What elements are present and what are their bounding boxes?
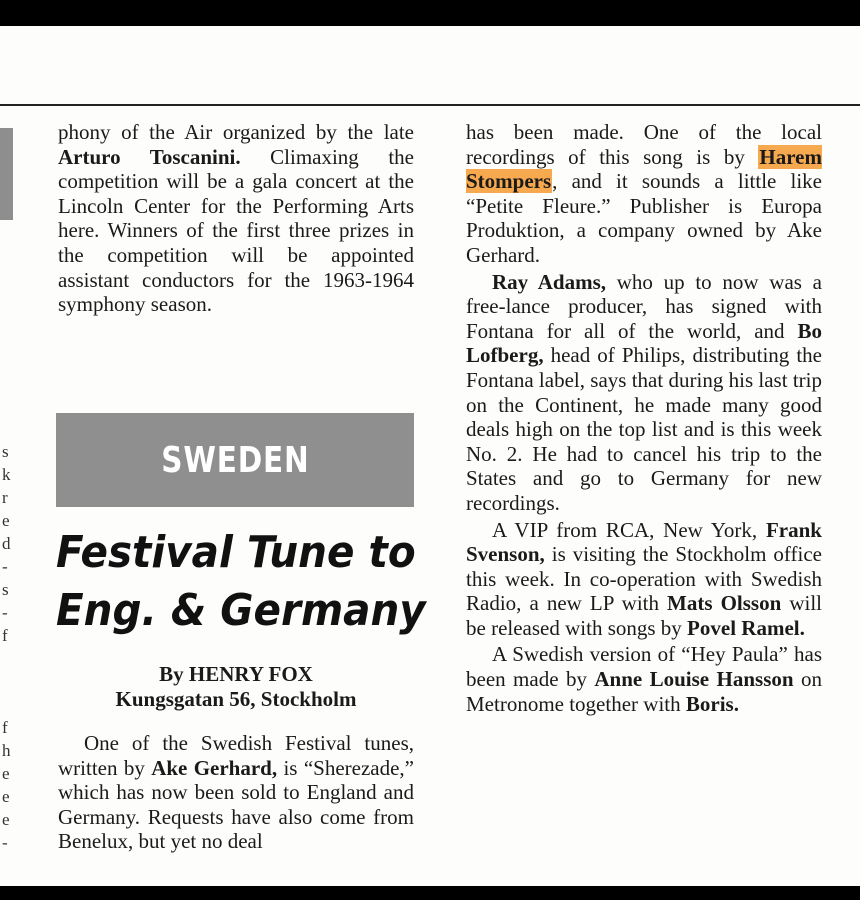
sweden-section-banner — [56, 413, 414, 507]
bold-name: Bo Lofberg, — [466, 318, 822, 368]
bold-name: Arturo Toscanini. — [58, 144, 241, 169]
bold-name: Povel Ramel. — [687, 615, 805, 640]
edge-letter: r — [2, 488, 8, 507]
paragraph-toscanini: phony of the Air organized by the late Arturo Toscanini. Climaxing the competition will be a gala concert at the Lincoln Center for the Performing Arts here. Winners of the first three prizes in the competition will be appointed assistant conductors for the 1963-1964 symphony season. — [58, 120, 414, 317]
edge-letter: f — [2, 626, 8, 645]
left-column-fragments — [0, 440, 14, 854]
bold-name: Mats Olsson — [667, 591, 782, 616]
column-1-top — [58, 120, 414, 317]
edge-letter: e — [2, 787, 10, 806]
bold-name: Ray Adams, — [492, 269, 606, 294]
edge-letter: e — [2, 764, 10, 783]
bold-name: Frank Svenson, — [466, 517, 822, 567]
column-2-paragraph: A VIP from RCA, New York, Frank Svenson, is visiting the Stockholm office this week. In co-operation with Swedish Radio, a new LP with Mats Olsson will be released with songs by Povel Ramel. — [466, 517, 823, 640]
edge-letter: h — [2, 741, 11, 760]
edge-letter: e — [2, 511, 10, 530]
bold-name: Boris. — [685, 691, 739, 716]
edge-letter: - — [2, 603, 8, 622]
byline — [58, 662, 414, 712]
edge-letter: s — [2, 442, 9, 461]
paragraph-festival: One of the Swedish Festival tunes, written by Ake Gerhard, is “Sherezade,” which has now been sold to England and Germany. Requests have also come from Benelux, but yet no deal — [58, 731, 414, 854]
edge-letter — [0, 647, 14, 670]
top-black-border — [0, 0, 860, 26]
bold-name: Ake Gerhard, — [151, 755, 278, 780]
edge-letter: d — [2, 534, 11, 553]
byline-address: Kungsgatan 56, Stockholm — [115, 687, 357, 711]
edge-letter: f — [2, 718, 8, 737]
headline-line-1: Festival Tune to — [56, 527, 416, 578]
edge-letter — [0, 693, 14, 716]
column-2-paragraph: Ray Adams, who up to now was a free-lance producer, has signed with Fontana for all of the world, and Bo Lofberg, head of Philips, distributing the Fontana label, says that during his last trip on the Continent, he made many good deals high on the top list and is this week No. 2. He had to cancel his trip to the States and go to Germany for new recordings. — [466, 269, 822, 515]
column-1-bottom — [58, 731, 414, 854]
article-headline — [56, 524, 426, 640]
column-2-paragraph: has been made. One of the local recordings of this song is by Harem Stompers, and it sounds a little like “Petite Fleure.” Publisher is Europa Produktion, a company owned by Ake Gerhard. — [466, 120, 822, 267]
column-2-paragraph: A Swedish version of “Hey Paula” has been made by Anne Louise Hansson on Metronome together with Boris. — [466, 642, 823, 716]
left-edge-gray-block — [0, 128, 13, 220]
page-rule — [0, 104, 860, 106]
column-2 — [466, 120, 822, 718]
edge-letter: - — [2, 833, 8, 852]
bottom-black-border — [0, 886, 860, 900]
headline-line-2: Eng. & Germany — [56, 585, 426, 636]
edge-letter: k — [2, 465, 11, 484]
edge-letter: - — [2, 557, 8, 576]
highlighted-name: Harem Stompers — [466, 144, 822, 194]
edge-letter — [0, 670, 14, 693]
bold-name: Anne Louise Hansson — [594, 667, 794, 692]
edge-letter: s — [2, 580, 9, 599]
banner-label: SWEDEN — [160, 439, 310, 481]
byline-name: By HENRY FOX — [159, 662, 313, 686]
edge-letter: e — [2, 810, 10, 829]
